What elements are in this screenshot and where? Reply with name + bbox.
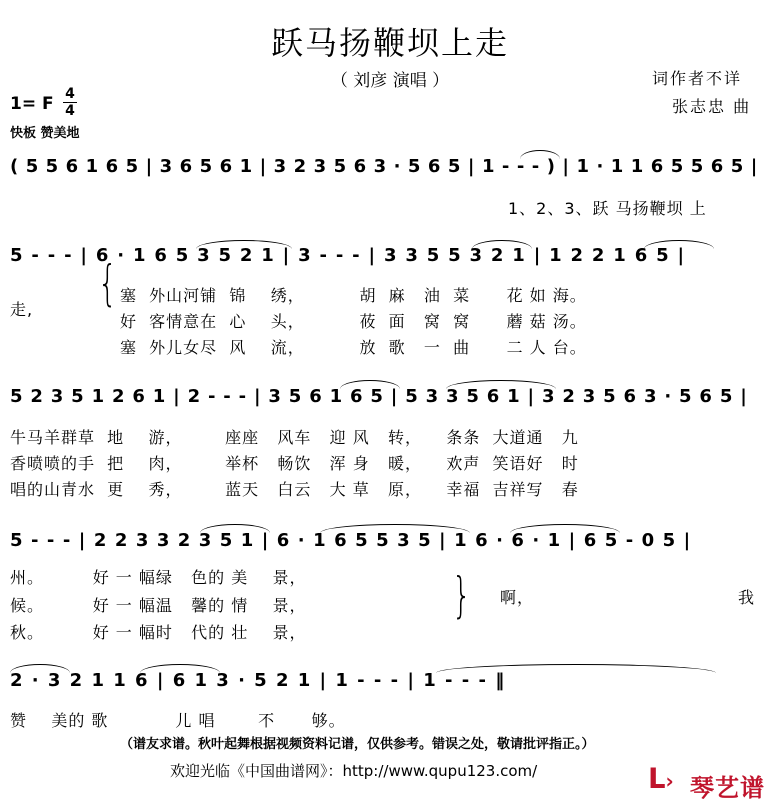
lyric-extra-a: 啊， (500, 588, 535, 607)
lyric-line-5: 赞 美的 歌 儿 唱 不 够。 (10, 711, 346, 730)
slur (446, 380, 556, 389)
lyricist-credit: 词作者不详 (652, 69, 743, 88)
time-signature (63, 86, 77, 119)
time-bottom: 4 (63, 102, 77, 119)
singer-credit: （ 刘彦 演唱 ） (330, 71, 450, 91)
lyric-line-3-v2: 香喷喷的手 把 肉， 举杯 畅饮 浑 身 暖， 欢声 笑语好 时 (10, 454, 579, 473)
lyric-line-2-v1: 塞 外山河铺 锦 绣， 胡 麻 油 菜 花 如 海。 (120, 286, 587, 305)
score-line-4: 5 - - - | 2 2 3 3 2 3 5 1 | 6 · 1 6 5 5 3 5 | 1 6 · 6 · 1 | 6 5 - 0 5 | (10, 530, 692, 551)
lyric-line-4-v3: 秋。 好 一 幅时 代的 壮 景， (10, 623, 307, 642)
slur (510, 524, 620, 533)
logo-icon: ᒪ› (648, 762, 674, 795)
slur (10, 664, 70, 673)
composer-credit: 张志忠 曲 (672, 97, 752, 116)
key-signature: 1= F (10, 94, 54, 114)
score-line-3: 5 2 3 5 1 2 6 1 | 2 - - - | 3 5 6 1 6 5 | 5 3 3 5 6 1 | 3 2 3 5 6 3 · 5 6 5 | (10, 386, 748, 407)
slur (520, 150, 560, 159)
footer-welcome: 欢迎光临《中国曲谱网》：http://www.qupu123.com/ (170, 762, 538, 780)
lyric-extra-b: 我 (738, 588, 756, 607)
score-line-2: 5 - - - | 6 · 1 6 5 3 5 2 1 | 3 - - - | 3 3 5 5 3 2 1 | 1 2 2 1 6 5 | (10, 245, 686, 266)
slur (196, 240, 292, 249)
lyric-line-4-v1: 州。 好 一 幅绿 色的 美 景， (10, 568, 307, 587)
slur (200, 524, 270, 533)
footer-note: （谱友求谱。秋叶起舞根据视频资料记谱，仅供参考。错误之处，敬请批评指正。） (120, 737, 595, 752)
slur (436, 664, 716, 673)
logo-text: 琴艺谱 (690, 774, 765, 802)
lyric-line-2-v2: 好 客情意在 心 头， 莜 面 窝 窝 蘑 菇 汤。 (120, 312, 587, 331)
verse-bracket: { (98, 256, 118, 313)
slur (644, 240, 714, 249)
verse-bracket-right: } (452, 568, 472, 625)
score-line-5: 2 · 3 2 1 1 6 | 6 1 3 · 5 2 1 | 1 - - - | 1 - - - ‖ (10, 670, 506, 691)
lyric-line-3-v1: 牛马羊群草 地 游， 座座 风车 迎 风 转， 条条 大道通 九 (10, 428, 579, 447)
lyric-line-3-v3: 唱的山青水 更 秀， 蓝天 白云 大 草 原， 幸福 吉祥写 春 (10, 480, 579, 499)
lyric-line-4-v2: 候。 好 一 幅温 馨的 情 景， (10, 596, 307, 615)
score-line-1: ( 5 5 6 1 6 5 | 3 6 5 6 1 | 3 2 3 5 6 3 · 5 6 5 | 1 - - - ) | 1 · 1 1 6 5 5 6 5 | (10, 156, 758, 177)
lyric-line-2-intro: 走, (10, 300, 34, 319)
slur (340, 380, 400, 389)
slur (320, 524, 470, 533)
song-title: 跃马扬鞭坝上走 (270, 24, 509, 62)
slur (472, 240, 532, 249)
tempo-marking: 快板 赞美地 (10, 126, 80, 141)
slur (140, 664, 220, 673)
lyric-line-2-v3: 塞 外儿女尽 风 流， 放 歌 一 曲 二 人 台。 (120, 338, 587, 357)
lyric-line-1: 1、2、3、跃 马扬鞭坝 上 (508, 199, 707, 218)
time-top: 4 (65, 86, 75, 102)
